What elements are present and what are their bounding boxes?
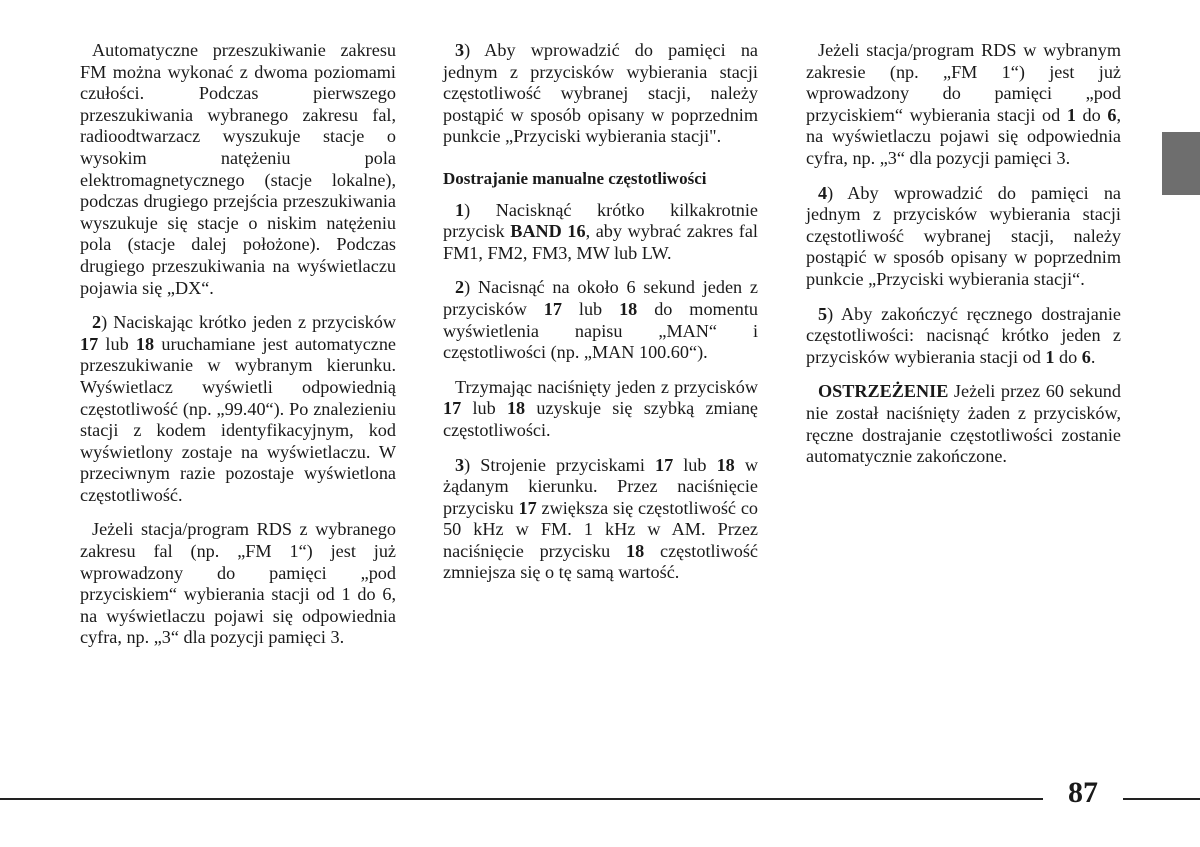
paragraph [806,183,1121,291]
button-ref: 6 [1107,104,1117,125]
paragraph [443,455,758,585]
button-ref: 18 [619,298,638,319]
step-number: 3 [455,40,465,60]
column-1 [80,40,396,662]
paragraph [443,200,758,265]
paragraph-text: ) Nacisnąć na około 6 sekund jeden z przycisków [443,277,758,319]
step-number: 5 [818,303,828,324]
paragraph-text: zwiększa się częstotliwość co 50 kHz w FM. 1 kHz w AM. Przez naciśnięcie przycisku [443,497,758,561]
button-ref: 18 [716,454,735,475]
paragraph [806,381,1121,467]
paragraph-text: , aby wybrać zakres fal FM1, FM2, FM3, MW lub LW. [443,221,758,263]
paragraph-text: lub [461,398,507,419]
paragraph [443,40,758,148]
button-ref: 18 [135,333,155,354]
button-ref: 6 [1081,346,1091,367]
button-ref: 18 [506,398,526,419]
paragraph-text: do [1075,104,1108,125]
paragraph-text: Jeżeli przez 60 sekund nie został naciśnięty żaden z przycisków, ręczne dostrajanie częstotliwości zostanie automatycznie zakończone. [806,381,1121,467]
paragraph [806,40,1121,170]
paragraph-text: , na wyświetlaczu pojawi się odpowiednia cyfra, np. „3“ dla pozycji pamięci 3. [806,104,1121,168]
step-number: 1 [455,199,465,220]
paragraph-text: do momentu wyświetlenia napisu „MAN“ i częstotliwości (np. „MAN 100.60“). [443,298,759,363]
button-ref: 1 [1045,346,1055,367]
step-number: 2 [455,277,465,298]
paragraph [80,40,396,299]
paragraph-text: lub [98,333,136,354]
paragraph-text: Jeżeli stacja/program RDS z wybranego zakresu fal (np. „FM 1“) jest już wprowadzony do pamięci „pod przyciskiem“ wybierania stacji od 1 do 6, na wyświetlaczu pojawi się odpowiednia cyfra, np. „3“ dla pozycji pamięci 3. [80,519,396,648]
paragraph-text: ) Aby zakończyć ręcznego dostrajanie częstotliwości: nacisnąć krótko jeden z przycisków wybierania stacji od [806,303,1121,367]
button-ref: 17 [543,298,562,319]
paragraph-text: ) Aby wprowadzić do pamięci na jednym z przycisków wybierania stacji częstotliwość wybranej stacji, należy postąpić w sposób opisany w poprzednim punkcie „Przyciski wybierania stacji“. [806,182,1121,289]
section-tab-marker [1162,132,1200,195]
paragraph-text: Jeżeli stacja/program RDS w wybranym zakresie (np. „FM 1“) jest już wprowadzony do pamięci „pod przyciskiem“ wybierania stacji od [806,40,1121,125]
button-ref: BAND 16 [510,221,586,242]
paragraph [806,304,1121,369]
paragraph-text: uzyskuje się szybką zmianę częstotliwości. [443,398,758,440]
paragraph [443,377,758,442]
paragraph-text: ) Naciskając krótko jeden z przycisków [101,312,396,333]
paragraph [443,277,758,363]
paragraph-text: lub [561,298,620,319]
paragraph-text: ) Nacisknąć krótko kilkakrotnie przycisk [443,199,758,242]
footer-rule-left [0,798,1043,800]
footer-rule-right [1123,798,1200,800]
warning-label: OSTRZEŻENIE [818,381,949,402]
page-number: 87 [1068,776,1098,809]
button-ref: 17 [654,454,674,475]
column-2 [443,40,758,597]
button-ref: 18 [626,540,645,561]
paragraph [80,519,396,649]
paragraph [80,312,396,506]
paragraph-text: uruchamiane jest automatyczne przeszukiwanie w wybranym kierunku. Wyświetlacz wyświetli odpowiednią częstotliwość (np. „99.40“). Po znalezieniu stacji z kodem identyfikacyjnym, kod wyświetlony zostaje na wyświetlaczu. W przeciwnym razie pozostaje wyświetlona częstotliwość. [80,333,396,505]
paragraph-text: częstotliwość zmniejsza się o tę samą wartość. [443,540,758,583]
step-number: 3 [455,454,465,475]
paragraph-text: ) Aby wprowadzić do pamięci na jednym z przycisków wybierania stacji częstotliwość wybranej stacji, należy postąpić w sposób opisany w poprzednim punkcie „Przyciski wybierania stacji". [443,40,758,147]
button-ref: 17 [80,333,99,354]
button-ref: 17 [518,497,537,518]
paragraph-text: lub [673,454,717,475]
paragraph-text: do [1054,346,1082,367]
step-number: 4 [818,182,828,203]
paragraph-text: ) Strojenie przyciskami [464,454,655,475]
section-heading: Dostrajanie manualne częstotliwości [443,168,707,188]
button-ref: 1 [1066,104,1076,125]
paragraph-text: Automatyczne przeszukiwanie zakresu FM można wykonać z dwoma poziomami czułości. Podczas pierwszego przeszukiwania wybranego zakresu fal, radioodtwarzacz wyszukuje stacje o wysokim natężeniu pola elektromagnetycznego (stacje lokalne), podczas drugiego przejścia przeszukiwania wyszukuje się stacje o niskim natężeniu pola (stacje dalej położone). Podczas drugiego przeszukiwania na wyświetlaczu pojawia się „DX“. [80,40,396,298]
button-ref: 17 [443,398,462,419]
step-number: 2 [92,312,102,333]
paragraph-text: . [1090,346,1096,367]
paragraph-text: w żądanym kierunku. Przez naciśnięcie przycisku [443,454,758,518]
column-3 [806,40,1121,481]
paragraph-text: Trzymając naciśnięty jeden z przycisków [455,376,758,397]
